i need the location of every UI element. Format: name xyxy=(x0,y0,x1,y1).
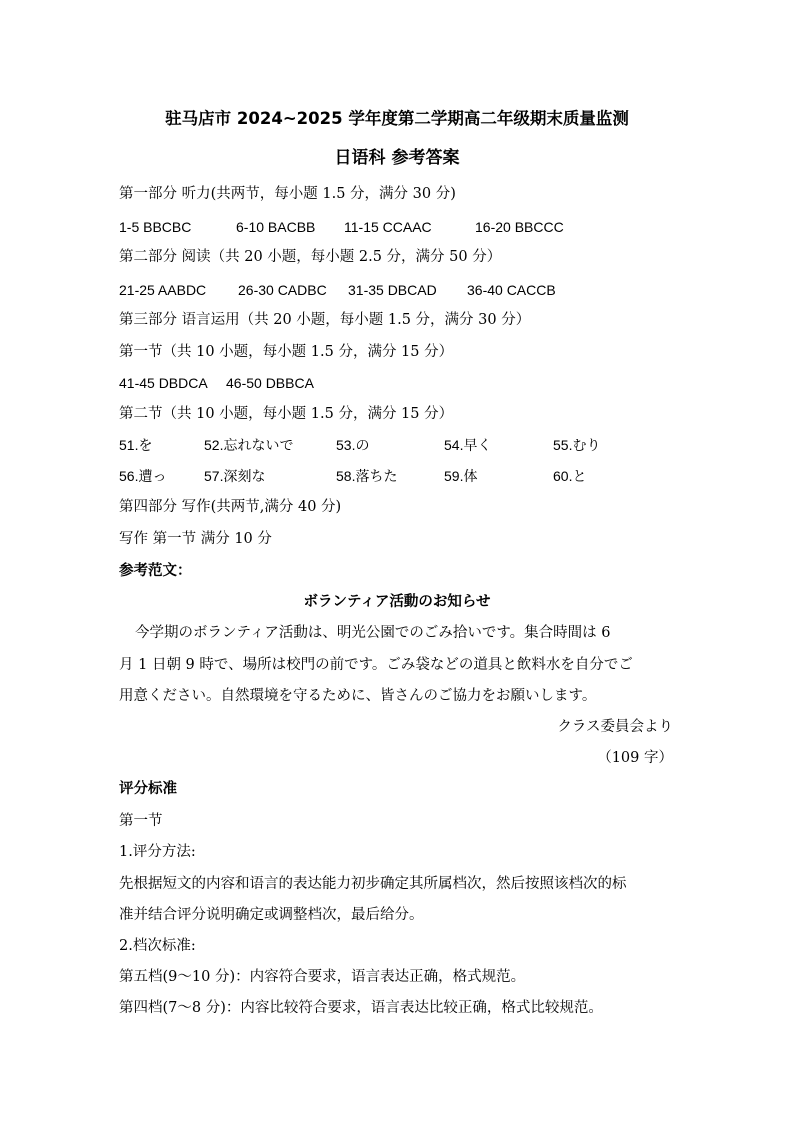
part3-section1-heading: 第一节（共 10 小题，每小题 1.5 分，满分 15 分） xyxy=(119,344,454,360)
fill-answer: 58.落ちた xyxy=(336,468,398,484)
fill-answer: 60.と xyxy=(553,468,587,484)
sample-label: 参考范文： xyxy=(119,563,192,579)
fill-answer: 51.を xyxy=(119,437,153,453)
fill-answer: 53.の xyxy=(336,437,370,453)
document-title: 驻马店市 2024~2025 学年度第二学期高二年级期末质量监测 xyxy=(165,109,629,128)
answer-group: 21-25 AABDC xyxy=(119,282,207,298)
fill-answer: 54.早く xyxy=(444,437,492,453)
answer-group: 6-10 BACBB xyxy=(236,219,316,235)
sample-line: 月 1 日朝 9 時で、場所は校門の前です。ごみ袋などの道具と飲料水を自分でご xyxy=(119,657,633,673)
fill-answer: 52.忘れないで xyxy=(204,437,294,453)
scoring-method-line: 先根据短文的内容和语言的表达能力初步确定其所属档次，然后按照该档次的标 xyxy=(119,876,627,892)
part3-heading: 第三部分 语言运用（共 20 小题，每小题 1.5 分，满分 30 分） xyxy=(119,312,531,328)
fill-answer: 57.深刻な xyxy=(204,468,266,484)
answer-group: 36-40 CACCB xyxy=(467,282,556,298)
fill-answer: 55.むり xyxy=(553,437,601,453)
answer-group: 46-50 DBBCA xyxy=(226,375,314,391)
scoring-level-5: 第五档(9～10 分)：内容符合要求，语言表达正确，格式规范。 xyxy=(119,969,526,985)
scoring-section: 第一节 xyxy=(119,813,163,829)
scoring-method-heading: 1.评分方法: xyxy=(119,844,196,860)
part3-section2-heading: 第二节（共 10 小题，每小题 1.5 分，满分 15 分） xyxy=(119,406,454,422)
sample-line: 用意ください。自然環境を守るために、皆さんのご協力をお願いします。 xyxy=(119,688,597,704)
part1-heading: 第一部分 听力(共两节，每小题 1.5 分，满分 30 分) xyxy=(119,186,456,202)
document-subtitle: 日语科 参考答案 xyxy=(334,148,460,168)
sample-signature: クラス委員会より xyxy=(557,719,673,735)
writing-section-line: 写作 第一节 满分 10 分 xyxy=(119,531,272,547)
fill-answer: 56.遭っ xyxy=(119,468,167,484)
part4-heading: 第四部分 写作(共两节,满分 40 分) xyxy=(119,499,342,515)
sample-char-count: （109 字） xyxy=(597,750,673,766)
scoring-level-4: 第四档(7～8 分)：内容比较符合要求，语言表达比较正确，格式比较规范。 xyxy=(119,1000,603,1016)
answer-group: 26-30 CADBC xyxy=(238,282,327,298)
sample-line: 今学期のボランティア活動は、明光公園でのごみ拾いです。集合時間は 6 xyxy=(135,625,611,641)
answer-group: 1-5 BBCBC xyxy=(119,219,192,235)
scoring-levels-heading: 2.档次标准: xyxy=(119,938,196,954)
answer-group: 11-15 CCAAC xyxy=(344,219,432,235)
sample-title: ボランティア活動のお知らせ xyxy=(303,594,491,610)
scoring-heading: 评分标准 xyxy=(119,781,177,797)
scoring-method-line: 准并结合评分说明确定或调整档次，最后给分。 xyxy=(119,907,424,923)
answer-group: 16-20 BBCCC xyxy=(475,219,564,235)
answer-group: 41-45 DBDCA xyxy=(119,375,208,391)
fill-answer: 59.体 xyxy=(444,468,478,484)
answer-group: 31-35 DBCAD xyxy=(348,282,437,298)
part2-heading: 第二部分 阅读（共 20 小题，每小题 2.5 分，满分 50 分） xyxy=(119,249,502,265)
